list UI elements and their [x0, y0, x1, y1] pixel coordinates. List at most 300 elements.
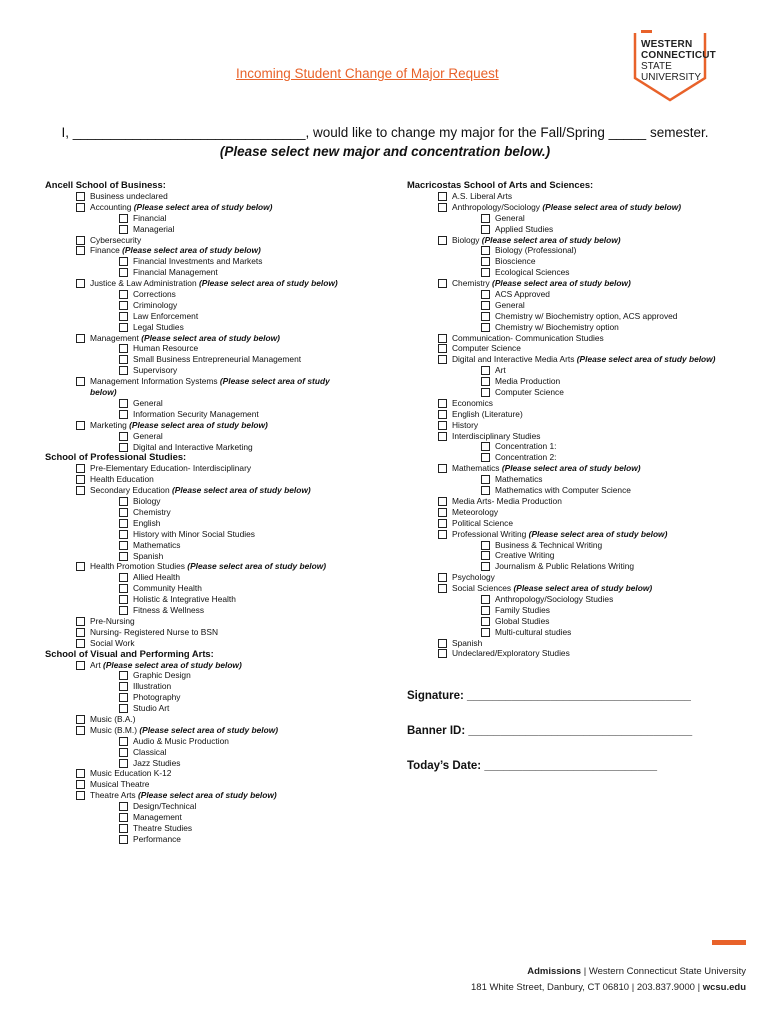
option-label: Management [133, 812, 182, 822]
option-label: Information Security Management [133, 408, 259, 419]
footer-office: Admissions [527, 966, 582, 977]
option-text [452, 583, 652, 594]
major-checkbox[interactable] [76, 279, 85, 288]
option-label: Multi-cultural studies [495, 626, 572, 637]
signature-field[interactable]: Signature: ___________________________________ [407, 690, 691, 702]
option-text [90, 245, 261, 256]
option-text [452, 191, 512, 202]
option-text [452, 638, 482, 649]
selection-note: (Please select area of study below) [576, 354, 716, 365]
school-header-label: Macricostas School of Arts and Sciences: [407, 179, 594, 190]
school-header-label: School of Professional Studies: [45, 451, 187, 463]
option-label: Financial Investments and Markets [133, 256, 263, 267]
option-label: A.S. Liberal Arts [452, 191, 513, 201]
concentration-checkbox[interactable] [119, 552, 128, 561]
concentration-checkbox[interactable] [119, 737, 128, 746]
concentration-checkbox[interactable] [119, 257, 128, 266]
option-text [495, 376, 560, 387]
school-header-label: Ancell School of Business: [45, 179, 166, 190]
option-text [133, 311, 198, 322]
concentration-checkbox[interactable] [119, 290, 128, 299]
concentration-checkbox[interactable] [119, 432, 128, 441]
option-label: Biology [452, 234, 480, 245]
option-text [452, 278, 631, 289]
option-text [452, 507, 498, 518]
option-label: Chemistry w/ Biochemistry option [495, 321, 619, 332]
option-text [133, 801, 196, 812]
option-label: Chemistry [452, 278, 490, 289]
concentration-checkbox[interactable] [481, 290, 490, 299]
option-label: Cybersecurity [90, 234, 142, 245]
option-text [495, 311, 677, 322]
option-text [495, 485, 631, 496]
selection-note: (Please select area of study below) [528, 528, 668, 539]
option-text [495, 365, 506, 376]
option-text [90, 463, 251, 474]
selection-note: (Please select area of study below) [187, 561, 327, 572]
option-text [133, 812, 182, 823]
university-logo [632, 30, 716, 102]
option-text [452, 235, 621, 246]
concentration-checkbox[interactable] [481, 475, 490, 484]
option-text [452, 529, 667, 540]
major-checkbox[interactable] [76, 562, 85, 571]
option-text [452, 648, 570, 659]
concentration-checkbox[interactable] [119, 301, 128, 310]
logo-accent-bar [641, 30, 652, 33]
option-label: Human Resource [133, 343, 199, 354]
option-label: Concentration 2: [495, 452, 557, 463]
concentration-checkbox[interactable] [119, 530, 128, 539]
option-label: Social Work [90, 637, 135, 648]
concentration-checkbox[interactable] [119, 268, 128, 277]
option-text [133, 398, 163, 409]
major-checkbox[interactable] [76, 246, 85, 255]
concentration-checkbox[interactable] [481, 551, 490, 560]
major-checkbox[interactable] [76, 639, 85, 648]
major-checkbox[interactable] [76, 486, 85, 495]
option-label: Marketing [90, 419, 127, 430]
concentration-checkbox[interactable] [481, 312, 490, 321]
option-text [133, 354, 301, 365]
option-label: Photography [133, 692, 181, 703]
option-text [133, 703, 169, 714]
major-checkbox[interactable] [76, 661, 85, 670]
major-checkbox[interactable] [438, 497, 447, 506]
option-label: Performance [133, 833, 181, 844]
option-label: Jazz Studies [133, 757, 181, 768]
option-label: Management [90, 332, 139, 343]
concentration-checkbox[interactable] [481, 323, 490, 332]
concentration-checkbox[interactable] [481, 257, 490, 266]
option-text [90, 660, 242, 671]
option-label: Pre-Nursing [90, 615, 135, 626]
option-label: Political Science [452, 517, 513, 528]
option-text [133, 747, 167, 758]
option-label: Bioscience [495, 256, 536, 267]
logo-line-3: STATE [641, 61, 672, 72]
major-checkbox[interactable] [438, 334, 447, 343]
option-label: Music Education K-12 [90, 768, 172, 779]
concentration-checkbox[interactable] [119, 671, 128, 680]
selection-note: (Please select area of study below) [122, 245, 261, 256]
option-label: Concentration 1: [495, 441, 557, 452]
option-text [133, 551, 163, 562]
option-text [495, 300, 525, 311]
option-text [452, 431, 540, 442]
selection-note: (Please select area of study below) [198, 278, 338, 289]
selection-note: (Please select area of study below) [513, 583, 653, 594]
concentration-checkbox[interactable] [481, 595, 490, 604]
concentration-checkbox[interactable] [481, 301, 490, 310]
option-label: Media Production [495, 376, 561, 387]
major-checkbox[interactable] [76, 192, 85, 201]
concentration-checkbox[interactable] [481, 442, 490, 451]
option-text [90, 278, 338, 289]
concentration-checkbox[interactable] [119, 312, 128, 321]
option-text [495, 452, 556, 463]
option-text [452, 202, 681, 213]
option-label: Graphic Design [133, 670, 191, 681]
option-label: Justice & Law Administration [90, 278, 197, 289]
option-text [90, 191, 168, 202]
concentration-checkbox[interactable] [119, 497, 128, 506]
option-label: Community Health [133, 583, 202, 594]
concentration-checkbox[interactable] [119, 344, 128, 353]
option-label: Managerial [133, 223, 175, 234]
concentration-checkbox[interactable] [119, 606, 128, 615]
option-label: ACS Approved [495, 289, 550, 300]
concentration-checkbox[interactable] [119, 813, 128, 822]
selection-note: (Please select area of study below) [171, 485, 311, 496]
option-text [495, 245, 576, 256]
option-text [90, 474, 154, 485]
option-label: Computer Science [495, 387, 564, 398]
option-label: Professional Writing [452, 528, 527, 539]
concentration-checkbox[interactable] [481, 486, 490, 495]
option-text [133, 529, 255, 540]
footer-separator: | [631, 982, 635, 993]
option-text [133, 758, 180, 769]
concentration-checkbox[interactable] [119, 399, 128, 408]
option-text [495, 387, 564, 398]
concentration-checkbox[interactable] [119, 693, 128, 702]
option-text [90, 768, 171, 779]
option-text [495, 267, 569, 278]
selection-note: (Please select area of study below) [139, 724, 279, 735]
major-checkbox[interactable] [438, 236, 447, 245]
option-label: Musical Theatre [90, 779, 150, 790]
major-checkbox[interactable] [76, 769, 85, 778]
option-text [495, 561, 634, 572]
intro-statement: I, _______________________________, would like to change my major for the Fall/Spring _____ semester. [61, 125, 709, 140]
option-label: English [133, 517, 161, 528]
major-checkbox[interactable] [76, 628, 85, 637]
concentration-checkbox[interactable] [481, 225, 490, 234]
concentration-checkbox[interactable] [119, 759, 128, 768]
option-text [495, 256, 536, 267]
option-text [133, 583, 202, 594]
option-text [90, 616, 135, 627]
concentration-checkbox[interactable] [119, 366, 128, 375]
concentration-checkbox[interactable] [119, 584, 128, 593]
option-text [133, 540, 180, 551]
major-checkbox[interactable] [438, 508, 447, 517]
concentration-checkbox[interactable] [481, 606, 490, 615]
option-label: Psychology [452, 572, 495, 583]
option-label: Health Education [90, 474, 154, 485]
option-label: Economics [452, 397, 493, 408]
option-text [452, 496, 562, 507]
concentration-checkbox[interactable] [481, 541, 490, 550]
major-checkbox[interactable] [76, 726, 85, 735]
option-text [133, 692, 181, 703]
concentration-checkbox[interactable] [119, 323, 128, 332]
concentration-checkbox[interactable] [119, 802, 128, 811]
major-checkbox[interactable] [438, 344, 447, 353]
option-label: Digital and Interactive Media Arts [452, 354, 575, 365]
footer-separator: | [583, 966, 587, 977]
option-text [495, 550, 554, 561]
option-text [90, 725, 278, 736]
concentration-checkbox[interactable] [119, 824, 128, 833]
school-header-label: School of Visual and Performing Arts: [45, 647, 214, 659]
option-label: Anthropology/Sociology Studies [495, 593, 614, 604]
major-checkbox[interactable] [76, 421, 85, 430]
concentration-checkbox[interactable] [119, 410, 128, 419]
option-label: Mathematics [133, 539, 181, 550]
concentration-checkbox[interactable] [119, 541, 128, 550]
option-text [452, 409, 523, 420]
major-checkbox[interactable] [438, 421, 447, 430]
option-label: Creative Writing [495, 550, 555, 561]
concentration-checkbox[interactable] [481, 453, 490, 462]
option-text [133, 224, 174, 235]
major-checkbox[interactable] [76, 715, 85, 724]
option-label: Mathematics [495, 474, 543, 485]
option-label: Music (B.M.) [90, 724, 137, 735]
major-checkbox[interactable] [76, 780, 85, 789]
option-label: Family Studies [495, 604, 550, 615]
option-text [133, 431, 163, 442]
option-text [133, 736, 229, 747]
option-label: Digital and Interactive Marketing [133, 441, 253, 452]
option-label: Financial [133, 212, 167, 223]
option-text [133, 256, 262, 267]
concentration-checkbox[interactable] [481, 628, 490, 637]
option-text [495, 441, 556, 452]
option-label: Supervisory [133, 365, 178, 376]
option-text [495, 224, 553, 235]
major-checkbox[interactable] [438, 399, 447, 408]
option-text [133, 834, 181, 845]
major-checkbox[interactable] [438, 279, 447, 288]
option-label: Finance [90, 245, 120, 256]
option-label: English (Literature) [452, 408, 523, 419]
major-checkbox[interactable] [438, 203, 447, 212]
concentration-checkbox[interactable] [481, 562, 490, 571]
option-label: Design/Technical [133, 801, 197, 812]
major-checkbox[interactable] [438, 355, 447, 364]
option-label: Corrections [133, 289, 176, 300]
concentration-checkbox[interactable] [119, 355, 128, 364]
option-label: Illustration [133, 681, 172, 692]
selection-note: (Please select area of study below) [141, 332, 280, 343]
option-label: Undeclared/Exploratory Studies [452, 648, 570, 659]
concentration-checkbox[interactable] [119, 595, 128, 604]
option-text [133, 365, 177, 376]
option-label: Biology (Professional) [495, 245, 577, 256]
option-text [495, 322, 619, 333]
major-checkbox[interactable] [76, 377, 85, 386]
option-text [495, 627, 571, 638]
major-checkbox[interactable] [76, 791, 85, 800]
option-label: Art [90, 659, 101, 670]
major-checkbox[interactable] [438, 530, 447, 539]
option-label: Business & Technical Writing [495, 539, 603, 550]
concentration-checkbox[interactable] [481, 268, 490, 277]
form-title: Incoming Student Change of Major Request [236, 66, 499, 81]
concentration-checkbox[interactable] [481, 214, 490, 223]
option-label: Media Arts- Media Production [452, 495, 562, 506]
option-text [133, 213, 167, 224]
option-text [90, 627, 218, 638]
option-label: Computer Science [452, 343, 521, 354]
option-text [90, 790, 277, 801]
major-checkbox[interactable] [438, 410, 447, 419]
option-label: Meteorology [452, 506, 499, 517]
major-checkbox[interactable] [76, 203, 85, 212]
major-checkbox[interactable] [438, 639, 447, 648]
option-label: Music (B.A.) [90, 713, 136, 724]
option-label: Audio & Music Production [133, 735, 229, 746]
intro-note: (Please select new major and concentration below.) [219, 144, 551, 159]
option-text [495, 213, 525, 224]
option-label: Fitness & Wellness [133, 604, 205, 615]
option-text [133, 823, 192, 834]
option-label: Art [495, 365, 506, 376]
footer-university: Western Connecticut State University [588, 966, 746, 977]
option-label: Mathematics with Computer Science [495, 485, 631, 496]
option-label: Health Promotion Studies [90, 561, 185, 572]
option-label: Financial Management [133, 267, 218, 278]
option-label: Mathematics [452, 463, 500, 474]
option-text [133, 300, 177, 311]
option-text [90, 235, 141, 246]
major-checkbox[interactable] [438, 192, 447, 201]
option-text [133, 289, 176, 300]
option-label: Holistic & Integrative Health [133, 594, 236, 605]
option-label: Theatre Arts [90, 790, 136, 801]
concentration-checkbox[interactable] [119, 443, 128, 452]
option-text [90, 714, 136, 725]
option-text [452, 420, 478, 431]
option-text [133, 409, 259, 420]
concentration-checkbox[interactable] [119, 748, 128, 757]
date-field[interactable]: Today’s Date: ___________________________ [407, 760, 658, 772]
option-label: Law Enforcement [133, 310, 199, 321]
option-text [495, 605, 550, 616]
logo-text [641, 39, 716, 83]
option-label: History with Minor Social Studies [133, 528, 255, 539]
footer-accent-bar [712, 940, 746, 945]
concentration-checkbox[interactable] [119, 225, 128, 234]
option-text [495, 474, 542, 485]
option-label: Spanish [452, 637, 483, 648]
concentration-checkbox[interactable] [119, 835, 128, 844]
option-text [495, 540, 602, 551]
footer-line-1 [527, 966, 746, 977]
concentration-checkbox[interactable] [119, 508, 128, 517]
option-label: Chemistry [133, 506, 171, 517]
major-checkbox[interactable] [438, 649, 447, 658]
major-checkbox[interactable] [76, 475, 85, 484]
option-label: General [495, 212, 525, 223]
option-label: Biology [133, 496, 161, 507]
option-label: Applied Studies [495, 223, 554, 234]
option-label: Anthropology/Sociology [452, 201, 540, 212]
concentration-checkbox[interactable] [119, 704, 128, 713]
option-label: Criminology [133, 299, 178, 310]
option-text [90, 485, 311, 496]
major-checkbox[interactable] [438, 432, 447, 441]
option-text [133, 594, 236, 605]
concentration-checkbox[interactable] [481, 377, 490, 386]
major-checkbox[interactable] [438, 464, 447, 473]
selection-note: (Please select area of study below) [90, 376, 330, 398]
major-checkbox[interactable] [76, 617, 85, 626]
option-text [133, 518, 160, 529]
option-label: Communication- Communication Studies [452, 332, 604, 343]
footer-address: 181 White Street, Danbury, CT 06810 [471, 982, 630, 993]
concentration-checkbox[interactable] [119, 573, 128, 582]
option-text [495, 289, 550, 300]
option-text [90, 202, 272, 213]
major-checkbox[interactable] [438, 573, 447, 582]
footer-line-2 [471, 982, 746, 993]
option-text [90, 333, 280, 344]
concentration-checkbox[interactable] [119, 682, 128, 691]
option-label: Theatre Studies [133, 822, 193, 833]
concentration-checkbox[interactable] [119, 214, 128, 223]
major-checkbox[interactable] [76, 464, 85, 473]
option-label: General [133, 397, 163, 408]
major-checkbox[interactable] [438, 519, 447, 528]
major-checkbox[interactable] [76, 334, 85, 343]
option-text [133, 572, 180, 583]
option-text [90, 420, 268, 431]
option-label: Interdisciplinary Studies [452, 430, 541, 441]
concentration-checkbox[interactable] [481, 617, 490, 626]
concentration-checkbox[interactable] [481, 246, 490, 255]
option-text [495, 594, 613, 605]
footer-separator: | [697, 982, 701, 993]
major-checkbox[interactable] [76, 236, 85, 245]
logo-line-4: UNIVERSITY [641, 72, 702, 83]
concentration-checkbox[interactable] [481, 366, 490, 375]
option-label: Spanish [133, 550, 164, 561]
selection-note: (Please select area of study below) [542, 201, 682, 212]
concentration-checkbox[interactable] [481, 388, 490, 397]
banner-id-field[interactable]: Banner ID: ___________________________________ [407, 725, 693, 737]
option-label: Business undeclared [90, 191, 168, 201]
logo-line-2: CONNECTICUT [641, 50, 716, 61]
major-checkbox[interactable] [438, 584, 447, 593]
option-text [495, 616, 549, 627]
option-label: Management Information Systems [90, 376, 218, 387]
concentration-checkbox[interactable] [119, 519, 128, 528]
option-label: General [133, 430, 163, 441]
